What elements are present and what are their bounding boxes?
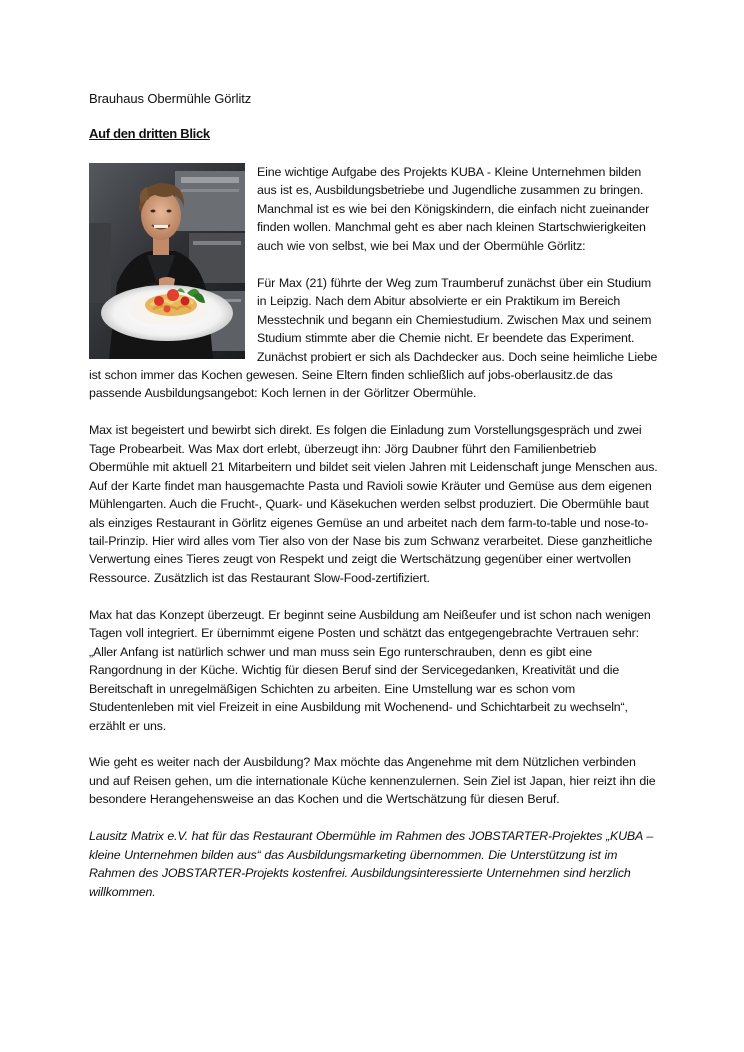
article-title: Auf den dritten Blick xyxy=(89,126,210,141)
document-header: Brauhaus Obermühle Görlitz xyxy=(89,91,252,106)
paragraph-max-background: Für Max (21) führte der Weg zum Traumberuf zunächst über ein Studium in Leipzig. Nach dem Abitur absolvierte er ein Praktikum im Bereich Messtechnik und begann ein Chemiestudium. Zwischen Max und seinem Studium stimmte aber die Chemie nicht. Er beendete das Experiment. Zunächst probiert er sich als Dachdecker aus. Doch seine heimliche Liebe ist schon immer das Kochen gewesen. Seine Eltern finden schließlich auf jobs-oberlausitz.de das passende Ausbildungsangebot: Koch lernen in der Görlitzer Obermühle. xyxy=(89,275,658,401)
paragraph-intro: Eine wichtige Aufgabe des Projekts KUBA - Kleine Unternehmen bilden aus ist es, Ausbildungsbetriebe und Jugendliche zusammen zu bringen. Manchmal ist es wie bei den Königskindern, die einfach nicht zueinander finden wollen. Manchmal geht es aber nach kleinen Startschwierigkeiten auch wie von selbst, wie bei Max und der Obermühle Görlitz: xyxy=(257,165,650,253)
paragraph-future: Wie geht es weiter nach der Ausbildung? Max möchte das Angenehme mit dem Nützlichen verbinden und auf Reisen gehen, um die internationale Küche kennenzulernen. Sein Ziel ist Japan, hier reizt ihn die besondere Herangehensweise an das Kochen und die Wertschätzung für diesen Beruf. xyxy=(89,755,656,807)
paragraph-training: Max hat das Konzept überzeugt. Er beginnt seine Ausbildung am Neißeufer und ist schon nach wenigen Tagen voll integriert. Er übernimmt eigene Posten und schätzt das entgegengebrachte Vertrauen sehr: „Aller Anfang ist natürlich schwer und man muss sein Ego runterschrauben, denn es gibt eine Rangordnung in der Küche. Wichtig für diesen Beruf sind der Servicegedanken, Kreativität und die Bereitschaft in unregelmäßigen Schichten zu arbeiten. Eine Umstellung war es schon vom Studentenleben mit viel Freizeit in eine Ausbildung mit Wochenend- und Schichtarbeit zu wechseln“, erzählt er uns. xyxy=(89,607,651,733)
paragraph-obermuehle: Max ist begeistert und bewirbt sich direkt. Es folgen die Einladung zum Vorstellungsgespräch und zwei Tage Probearbeit. Was Max dort erlebt, überzeugt ihn: Jörg Daubner führt den Familienbetrieb Obermühle mit aktuell 21 Mitarbeitern und bildet seit vielen Jahren mit Leidenschaft junge Menschen aus. Auf der Karte findet man hausgemachte Pasta und Ravioli sowie Kräuter und Gemüse aus dem eigenen Mühlengarten. Auch die Frucht-, Quark- und Käsekuchen werden selbst produziert. Die Obermühle baut als einziges Restaurant in Görlitz eigenes Gemüse an und arbeitet nach dem farm-to-table und nose-to-tail-Prinzip. Hier wird alles vom Tier also von der Nase bis zum Schwanz verarbeitet. Diese ganzheitliche Verwertung eines Tieres zeugt von Respekt und zeigt die Wertschätzung gegenüber einer wertvollen Ressource. Zusätzlich ist das Restaurant Slow-Food-zertifiziert. xyxy=(89,423,658,585)
chef-presenting-plate-photo xyxy=(89,163,245,359)
closing-note: Lausitz Matrix e.V. hat für das Restaurant Obermühle im Rahmen des JOBSTARTER-Projektes „KUBA – kleine Unternehmen bilden aus“ das Ausbildungsmarketing übernommen. Die Unterstützung ist im Rahmen des JOBSTARTER-Projekts kostenfrei. Ausbildungsinteressierte Unternehmen sind herzlich willkommen. xyxy=(89,829,654,899)
chef-photo-illustration xyxy=(89,163,245,359)
article-body xyxy=(89,163,659,919)
